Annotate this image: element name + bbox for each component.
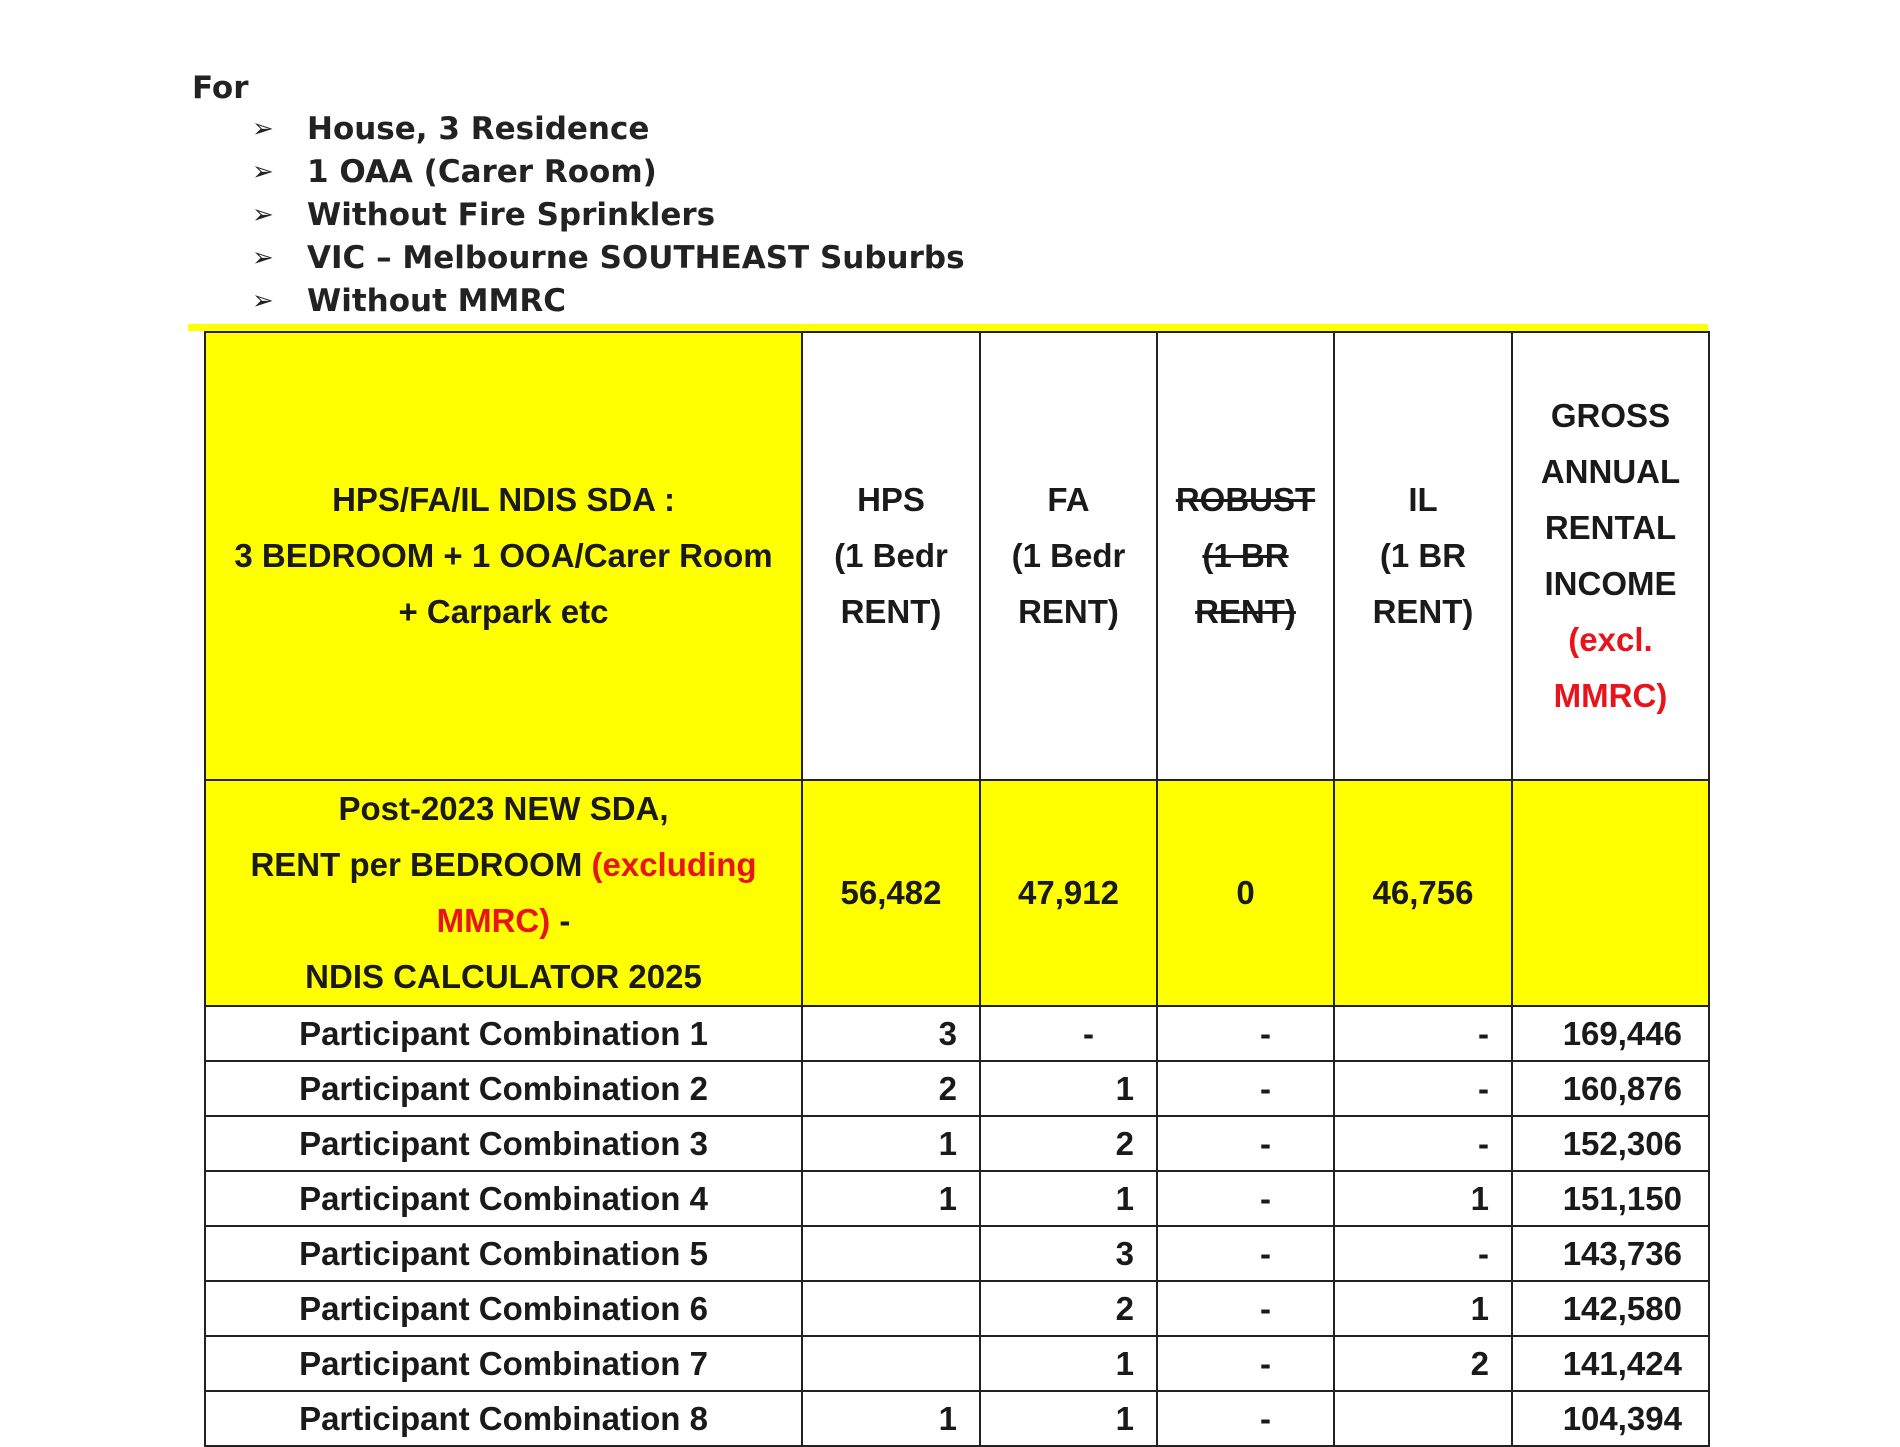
column-header-line: IL	[1408, 481, 1438, 518]
table-title-line: + Carpark etc	[398, 593, 609, 630]
column-header-gross-income	[1512, 332, 1709, 780]
rate-gross	[1512, 780, 1709, 1006]
hps-count: 1	[802, 1171, 980, 1226]
column-header-il	[1334, 332, 1512, 780]
il-count: -	[1334, 1061, 1512, 1116]
arrow-bullet-icon: ➢	[252, 286, 274, 316]
for-label: For	[192, 70, 249, 106]
table-row	[205, 1006, 1709, 1061]
rate-il: 46,756	[1334, 780, 1512, 1006]
table-row	[205, 1061, 1709, 1116]
table-title-line: HPS/FA/IL NDIS SDA :	[332, 481, 675, 518]
list-item	[252, 108, 965, 151]
criteria-text: 1 OAA (Carer Room)	[307, 154, 657, 190]
table-row	[205, 1281, 1709, 1336]
il-count: 1	[1334, 1171, 1512, 1226]
gross-total: 169,446	[1512, 1006, 1709, 1061]
rent-rate-text: RENT per BEDROOM	[250, 846, 592, 883]
hps-count	[802, 1281, 980, 1336]
column-header-hps	[802, 332, 980, 780]
criteria-text: VIC – Melbourne SOUTHEAST Suburbs	[307, 240, 965, 276]
criteria-text: House, 3 Residence	[307, 111, 650, 147]
column-header-line: (1 Bedr	[1011, 537, 1126, 574]
gross-total: 141,424	[1512, 1336, 1709, 1391]
list-item	[252, 194, 965, 237]
table-row	[205, 1391, 1709, 1446]
arrow-bullet-icon: ➢	[252, 200, 274, 230]
il-count: 1	[1334, 1281, 1512, 1336]
fa-count: 1	[980, 1391, 1157, 1446]
gross-total: 151,150	[1512, 1171, 1709, 1226]
list-item	[252, 280, 965, 323]
criteria-list	[192, 108, 965, 323]
rate-robust: 0	[1157, 780, 1334, 1006]
rent-rate-line	[206, 893, 801, 949]
criteria-text: Without MMRC	[307, 283, 567, 319]
rent-rate-note: (excluding	[591, 846, 757, 883]
combination-name: Participant Combination 2	[205, 1061, 802, 1116]
column-header-line: FA	[1047, 481, 1090, 518]
rent-rate-line: Post-2023 NEW SDA,	[338, 790, 669, 827]
hps-count: 1	[802, 1391, 980, 1446]
arrow-bullet-icon: ➢	[252, 114, 274, 144]
combination-name: Participant Combination 8	[205, 1391, 802, 1446]
sda-rent-table	[204, 331, 1710, 1447]
hps-count: 3	[802, 1006, 980, 1061]
list-item	[252, 151, 965, 194]
column-header-line: (1 BR	[1379, 537, 1467, 574]
robust-count: -	[1157, 1116, 1334, 1171]
fa-count: 1	[980, 1171, 1157, 1226]
table-title-cell	[205, 332, 802, 780]
column-header-robust	[1157, 332, 1334, 780]
arrow-bullet-icon: ➢	[252, 243, 274, 273]
column-header-line: RENT)	[1195, 593, 1296, 630]
column-header-line: RENT)	[1372, 593, 1474, 630]
gross-total: 104,394	[1512, 1391, 1709, 1446]
rent-rate-note: MMRC)	[436, 902, 551, 939]
gross-total: 143,736	[1512, 1226, 1709, 1281]
combination-name: Participant Combination 1	[205, 1006, 802, 1061]
yellow-highlight-rule	[188, 324, 1708, 331]
rent-rate-label	[205, 780, 802, 1006]
column-header-line: GROSS	[1550, 397, 1671, 434]
gross-total: 160,876	[1512, 1061, 1709, 1116]
robust-count: -	[1157, 1281, 1334, 1336]
rent-rate-row	[205, 780, 1709, 1006]
robust-count: -	[1157, 1061, 1334, 1116]
il-count	[1334, 1391, 1512, 1446]
column-header-line: INCOME	[1544, 565, 1677, 602]
table-row	[205, 1336, 1709, 1391]
table-header-row	[205, 332, 1709, 780]
fa-count: 1	[980, 1061, 1157, 1116]
column-header-line: HPS	[857, 481, 925, 518]
column-header-line: MMRC)	[1553, 677, 1668, 714]
combination-name: Participant Combination 3	[205, 1116, 802, 1171]
robust-count: -	[1157, 1391, 1334, 1446]
table-title-line: 3 BEDROOM + 1 OOA/Carer Room	[234, 537, 773, 574]
list-item	[252, 237, 965, 280]
il-count: 2	[1334, 1336, 1512, 1391]
rate-fa: 47,912	[980, 780, 1157, 1006]
rate-hps: 56,482	[802, 780, 980, 1006]
rent-rate-text: -	[550, 902, 571, 939]
il-count: -	[1334, 1116, 1512, 1171]
column-header-line: (1 BR	[1202, 537, 1289, 574]
intro-section	[192, 68, 965, 323]
il-count: -	[1334, 1226, 1512, 1281]
combination-name: Participant Combination 5	[205, 1226, 802, 1281]
robust-count: -	[1157, 1336, 1334, 1391]
fa-count: 2	[980, 1281, 1157, 1336]
combination-name: Participant Combination 6	[205, 1281, 802, 1336]
column-header-line: RENT)	[840, 593, 942, 630]
column-header-line: (excl.	[1568, 621, 1653, 658]
column-header-line: RENTAL	[1544, 509, 1677, 546]
gross-total: 142,580	[1512, 1281, 1709, 1336]
criteria-text: Without Fire Sprinklers	[307, 197, 716, 233]
column-header-line: ROBUST	[1175, 481, 1316, 518]
gross-total: 152,306	[1512, 1116, 1709, 1171]
il-count: -	[1334, 1006, 1512, 1061]
fa-count: 3	[980, 1226, 1157, 1281]
table-row	[205, 1171, 1709, 1226]
rent-rate-line: NDIS CALCULATOR 2025	[305, 958, 702, 995]
column-header-fa	[980, 332, 1157, 780]
combination-name: Participant Combination 4	[205, 1171, 802, 1226]
robust-count: -	[1157, 1006, 1334, 1061]
fa-count: 2	[980, 1116, 1157, 1171]
table-row	[205, 1116, 1709, 1171]
column-header-line: RENT)	[1018, 593, 1119, 630]
rent-rate-line	[206, 837, 801, 893]
hps-count: 2	[802, 1061, 980, 1116]
hps-count	[802, 1226, 980, 1281]
arrow-bullet-icon: ➢	[252, 157, 274, 187]
robust-count: -	[1157, 1171, 1334, 1226]
fa-count: 1	[980, 1336, 1157, 1391]
column-header-line: (1 Bedr	[834, 537, 948, 574]
table-row	[205, 1226, 1709, 1281]
hps-count	[802, 1336, 980, 1391]
combination-name: Participant Combination 7	[205, 1336, 802, 1391]
robust-count: -	[1157, 1226, 1334, 1281]
fa-count: -	[980, 1006, 1157, 1061]
hps-count: 1	[802, 1116, 980, 1171]
column-header-line: ANNUAL	[1540, 453, 1681, 490]
